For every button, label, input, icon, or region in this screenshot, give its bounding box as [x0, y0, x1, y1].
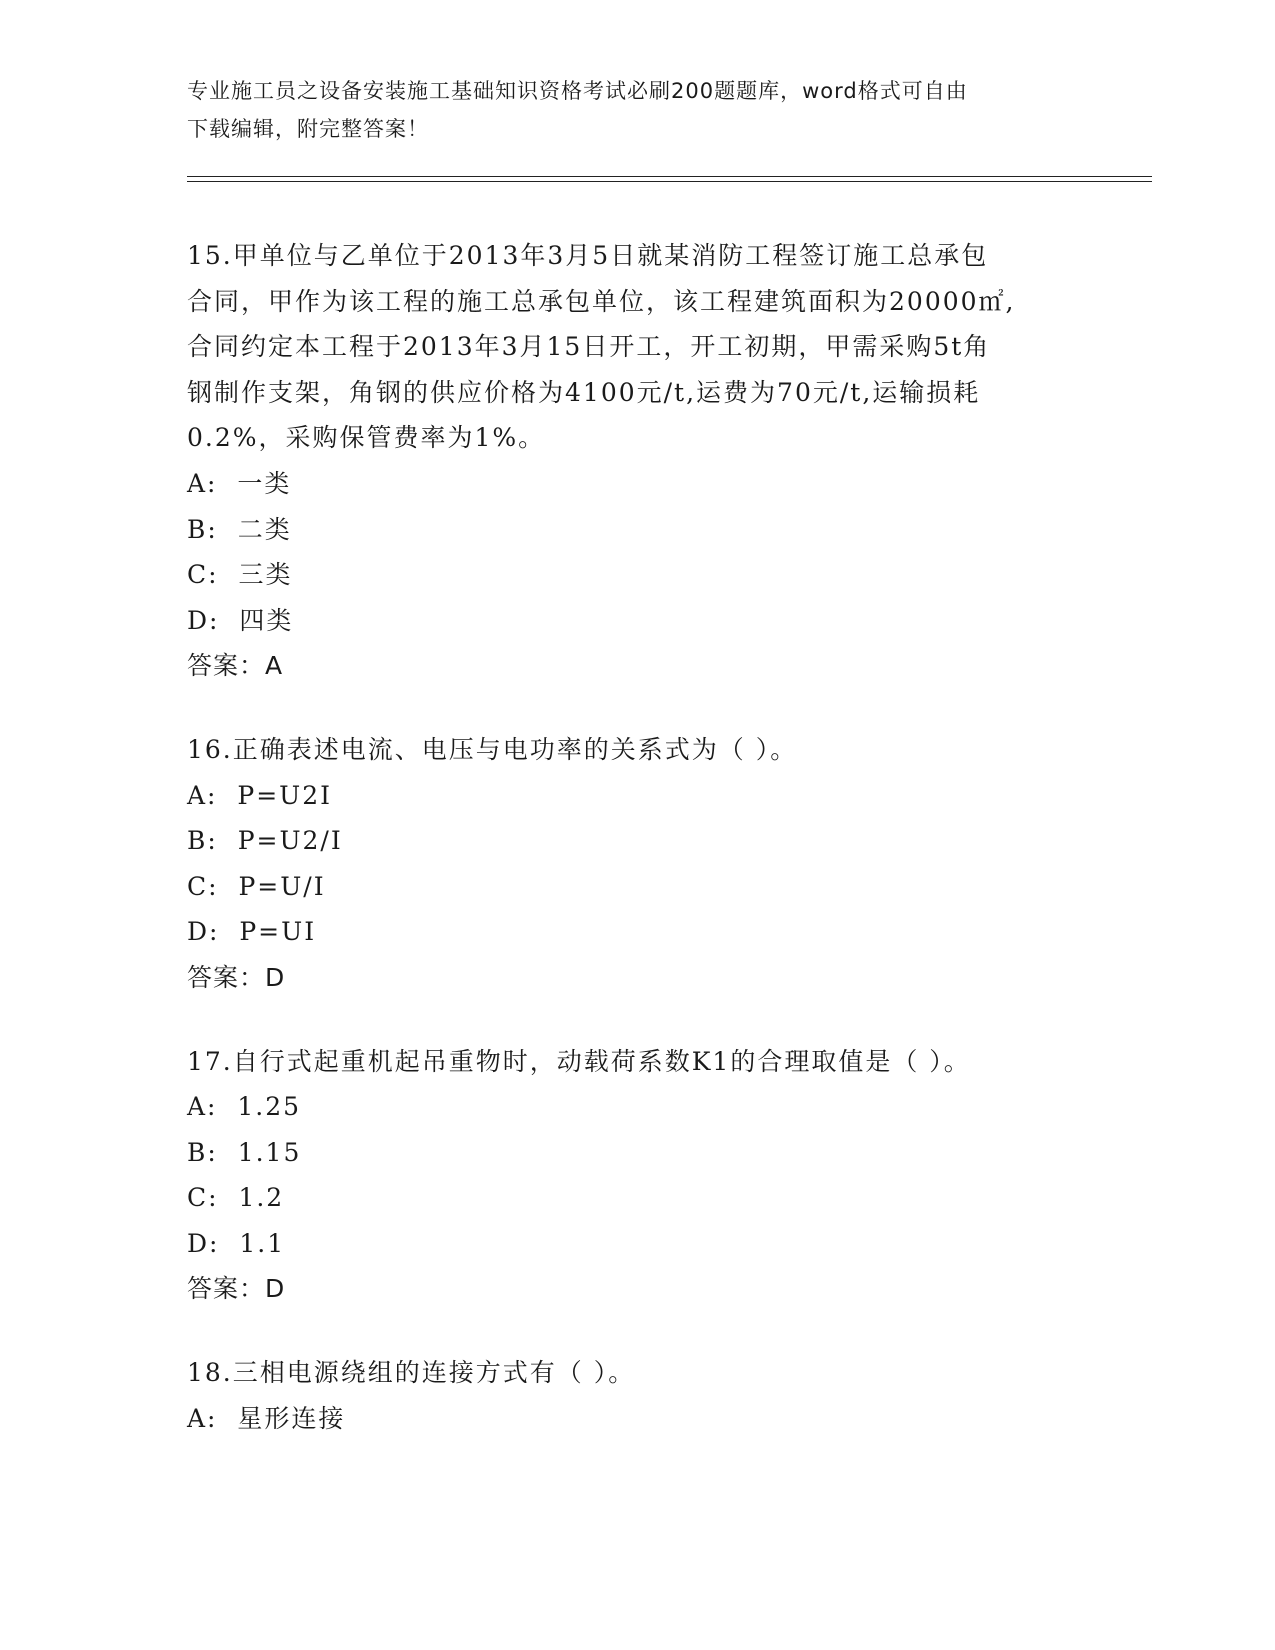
- header-divider-bottom: [187, 181, 1152, 182]
- question-18-stem-line-1: 18.三相电源绕组的连接方式有（ ）。: [187, 1358, 636, 1388]
- question-17-stem-line-1: 17.自行式起重机起吊重物时，动载荷系数K1的合理取值是（ ）。: [187, 1046, 971, 1076]
- question-16: [187, 727, 1087, 1001]
- header-divider-top: [187, 176, 1152, 177]
- question-15-stem-line-1: 15.甲单位与乙单位于2013年3月5日就某消防工程签订施工总承包: [187, 241, 989, 270]
- question-15-stem-line-5: 0.2%，采购保管费率为1%。: [187, 423, 546, 453]
- question-17-answer: 答案：D: [187, 1274, 286, 1304]
- question-16-option-b: B: P=U2/I: [187, 826, 343, 856]
- question-16-answer: 答案：D: [187, 962, 286, 992]
- question-17-option-b: B: 1.15: [187, 1137, 302, 1167]
- question-18: [187, 1350, 1087, 1441]
- question-15-option-a: A: 一类: [187, 468, 292, 498]
- question-15-option-b: B: 二类: [187, 514, 292, 544]
- question-15-answer: 答案：A: [187, 651, 284, 681]
- question-17: [187, 1039, 1087, 1313]
- question-15-stem-line-4: 钢制作支架，角钢的供应价格为4100元/t,运费为70元/t,运输损耗: [187, 377, 981, 407]
- question-16-option-d: D: P=UI: [187, 917, 317, 947]
- header-title-line-1: 专业施工员之设备安装施工基础知识资格考试必刷200题题库，word格式可自由: [187, 79, 968, 103]
- question-17-option-a: A: 1.25: [187, 1092, 302, 1122]
- question-16-option-c: C: P=U/I: [187, 871, 326, 901]
- question-15: [187, 233, 1087, 689]
- document-header: [187, 72, 1087, 148]
- question-18-option-a: A: 星形连接: [187, 1403, 346, 1433]
- question-15-option-d: D: 四类: [187, 605, 294, 635]
- question-17-option-c: C: 1.2: [187, 1183, 285, 1213]
- question-16-option-a: A: P=U2I: [187, 780, 332, 810]
- question-15-stem-line-3: 合同约定本工程于2013年3月15日开工，开工初期，甲需采购5t角: [187, 332, 991, 362]
- question-15-option-c: C: 三类: [187, 560, 293, 590]
- header-title-line-2: 下载编辑，附完整答案！: [187, 117, 429, 141]
- question-16-stem-line-1: 16.正确表述电流、电压与电功率的关系式为（ ）。: [187, 734, 798, 764]
- question-list: [187, 233, 1087, 1441]
- question-15-stem-line-2: 合同，甲作为该工程的施工总承包单位，该工程建筑面积为20000㎡,: [187, 286, 1016, 316]
- question-17-option-d: D: 1.1: [187, 1228, 286, 1258]
